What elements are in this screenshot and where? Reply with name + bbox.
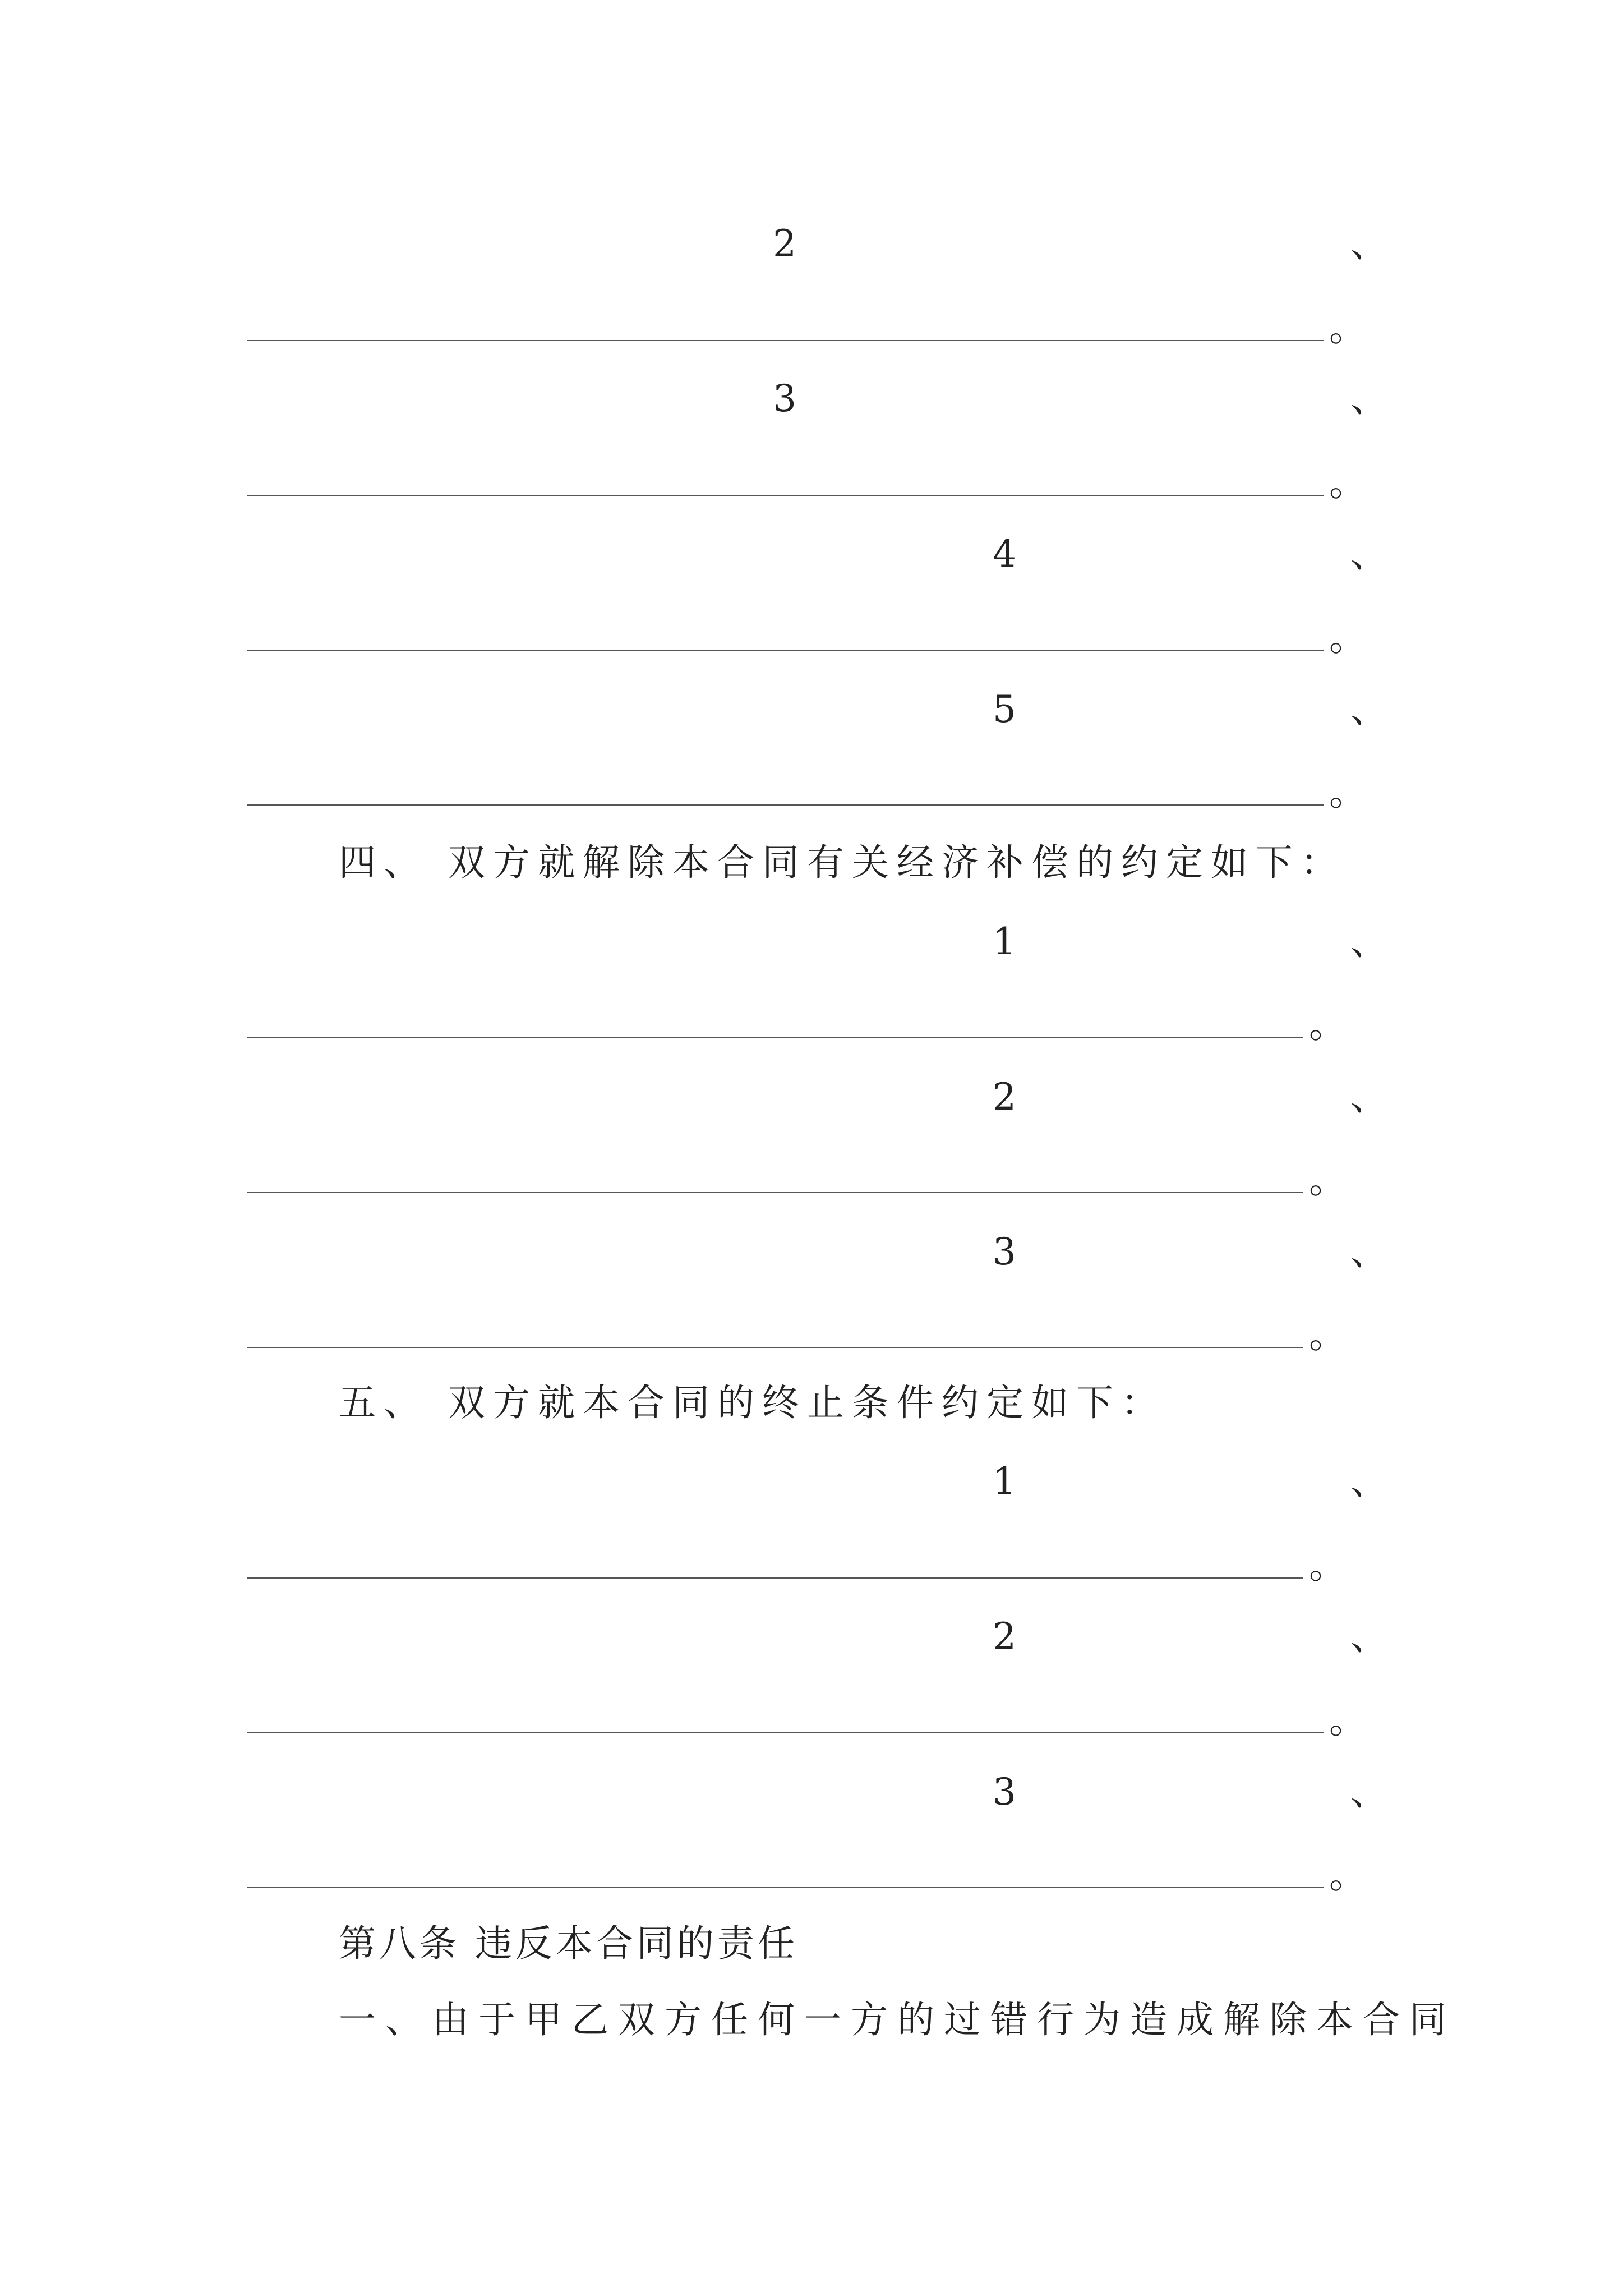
item-end-mark: 。 bbox=[1329, 1853, 1366, 1897]
item-end-mark: 。 bbox=[1329, 461, 1366, 504]
item-number: 3 bbox=[993, 1770, 1016, 1814]
fill-in-blank-line[interactable] bbox=[247, 804, 1324, 806]
item-number: 1 bbox=[993, 920, 1016, 963]
section-heading: 四、 双方就解除本合同有关经济补偿的约定如下： bbox=[339, 841, 1345, 884]
item-number: 3 bbox=[993, 1230, 1016, 1273]
item-end-mark: 。 bbox=[1329, 616, 1366, 659]
item-separator: 、 bbox=[1350, 532, 1387, 576]
item-end-mark: 。 bbox=[1329, 1699, 1366, 1742]
item-end-mark: 。 bbox=[1329, 306, 1366, 349]
item-separator: 、 bbox=[1350, 377, 1387, 420]
item-end-mark: 。 bbox=[1309, 1313, 1346, 1356]
item-number: 2 bbox=[993, 1075, 1016, 1119]
item-number: 2 bbox=[773, 222, 796, 265]
item-end-mark: 。 bbox=[1329, 771, 1366, 814]
item-end-mark: 。 bbox=[1309, 1544, 1346, 1587]
item-number: 2 bbox=[993, 1615, 1016, 1658]
item-number: 3 bbox=[773, 377, 796, 420]
item-separator: 、 bbox=[1350, 1075, 1387, 1119]
item-end-mark: 。 bbox=[1309, 1003, 1346, 1046]
fill-in-blank-line[interactable] bbox=[247, 1037, 1303, 1038]
item-number: 5 bbox=[993, 688, 1016, 731]
item-number: 4 bbox=[993, 532, 1016, 576]
fill-in-blank-line[interactable] bbox=[247, 340, 1324, 341]
item-separator: 、 bbox=[1350, 1770, 1387, 1814]
fill-in-blank-line[interactable] bbox=[247, 1577, 1303, 1579]
item-separator: 、 bbox=[1350, 920, 1387, 963]
item-end-mark: 。 bbox=[1309, 1158, 1346, 1202]
fill-in-blank-line[interactable] bbox=[247, 1347, 1303, 1348]
item-number: 1 bbox=[993, 1460, 1016, 1503]
fill-in-blank-line[interactable] bbox=[247, 650, 1324, 651]
item-separator: 、 bbox=[1350, 688, 1387, 731]
item-separator: 、 bbox=[1350, 1230, 1387, 1273]
item-separator: 、 bbox=[1350, 1460, 1387, 1503]
fill-in-blank-line[interactable] bbox=[247, 1732, 1324, 1733]
fill-in-blank-line[interactable] bbox=[247, 1192, 1303, 1193]
article-paragraph: 一、由于甲乙双方任何一方的过错行为造成解除本合同 bbox=[339, 1998, 1456, 2041]
section-heading: 五、 双方就本合同的终止条件约定如下： bbox=[339, 1381, 1166, 1424]
fill-in-blank-line[interactable] bbox=[247, 495, 1324, 496]
item-separator: 、 bbox=[1350, 1615, 1387, 1658]
fill-in-blank-line[interactable] bbox=[247, 1887, 1324, 1888]
article-title: 第八条 违反本合同的责任 bbox=[339, 1922, 798, 1965]
item-separator: 、 bbox=[1350, 222, 1387, 265]
